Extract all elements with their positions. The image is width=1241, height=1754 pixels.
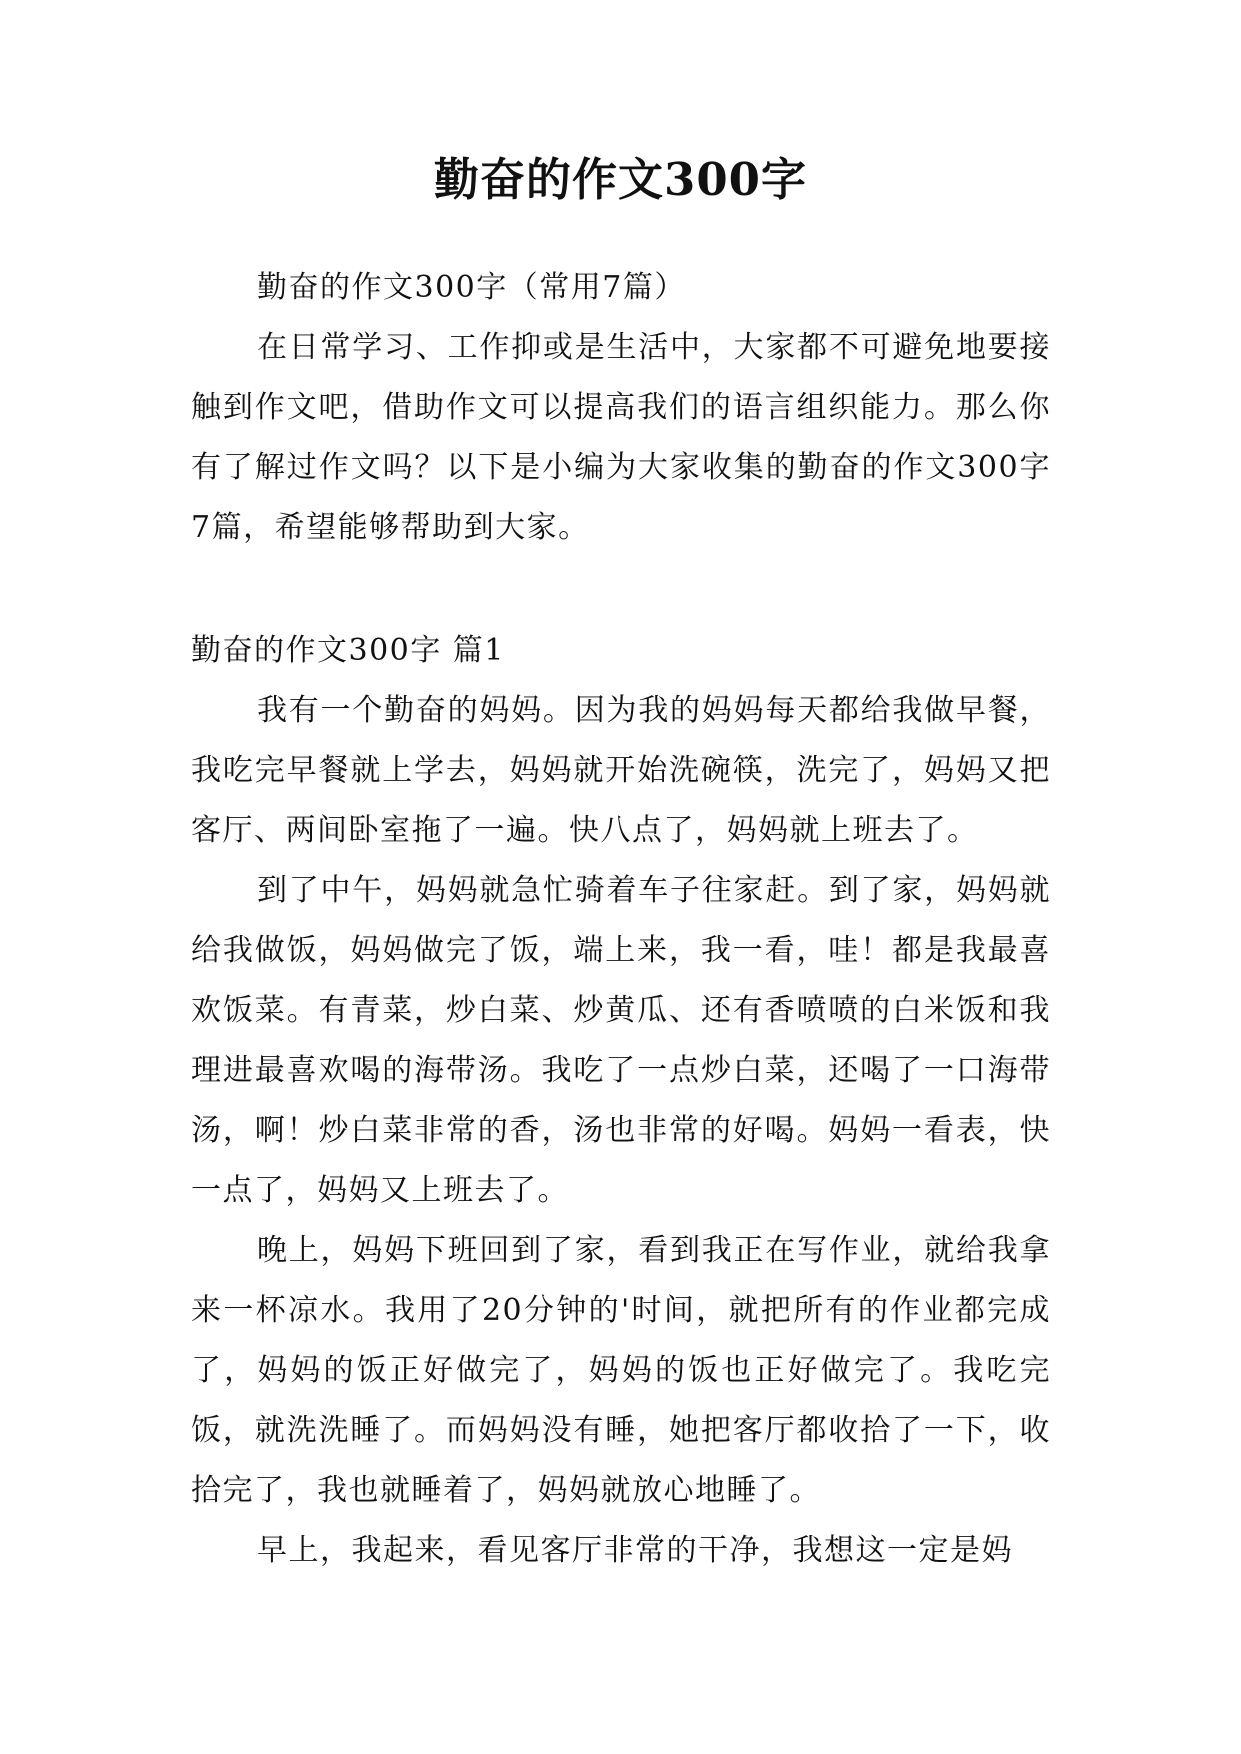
body-paragraph: 晚上，妈妈下班回到了家，看到我正在写作业，就给我拿来一杯凉水。我用了20分钟的'时间，就把所有的作业都完成了，妈妈的饭正好做完了，妈妈的饭也正好做完了。我吃完饭，就洗洗睡了。而妈妈没有睡，她把客厅都收拾了一下，收拾完了，我也就睡着了，妈妈就放心地睡了。	[191, 1233, 1051, 1508]
document-title: 勤奋的作文300字	[434, 153, 807, 206]
document-subtitle: 勤奋的作文300字（常用7篇）	[257, 270, 686, 305]
body-paragraph: 早上，我起来，看见客厅非常的干净，我想这一定是妈	[257, 1533, 1013, 1568]
section-heading: 勤奋的作文300字 篇1	[191, 633, 505, 668]
body-paragraph: 到了中午，妈妈就急忙骑着车子往家赶。到了家，妈妈就给我做饭，妈妈做完了饭，端上来，我一看，哇！都是我最喜欢饭菜。有青菜，炒白菜、炒黄瓜、还有香喷喷的白米饭和我理进最喜欢喝的海带汤。我吃了一点炒白菜，还喝了一口海带汤，啊！炒白菜非常的香，汤也非常的好喝。妈妈一看表，快一点了，妈妈又上班去了。	[191, 873, 1051, 1208]
intro-paragraph: 在日常学习、工作抑或是生活中，大家都不可避免地要接触到作文吧，借助作文可以提高我们的语言组织能力。那么你有了解过作文吗？以下是小编为大家收集的勤奋的作文300字7篇，希望能够帮助到大家。	[191, 330, 1051, 545]
body-paragraph: 我有一个勤奋的妈妈。因为我的妈妈每天都给我做早餐，我吃完早餐就上学去，妈妈就开始洗碗筷，洗完了，妈妈又把客厅、两间卧室拖了一遍。快八点了，妈妈就上班去了。	[191, 693, 1051, 848]
document-body	[191, 258, 1051, 1581]
